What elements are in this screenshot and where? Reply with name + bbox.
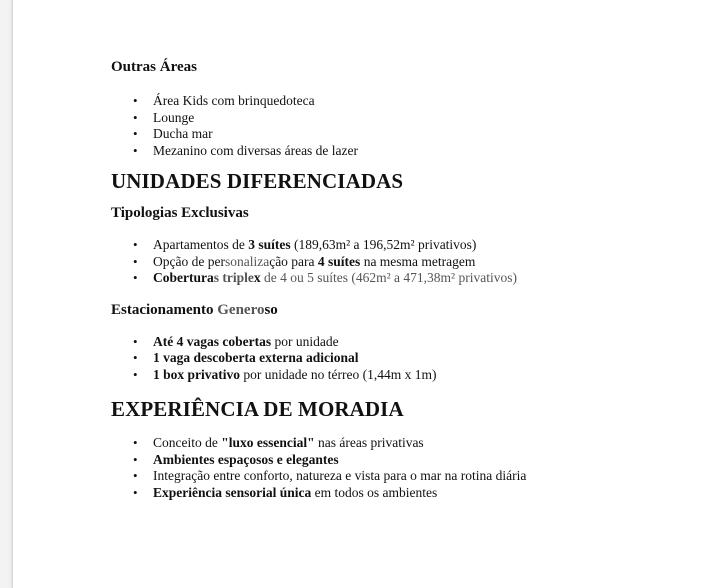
list-estacionamento <box>111 334 691 384</box>
list-item: • Integração entre conforto, natureza e vista para o mar na rotina diária <box>111 468 691 485</box>
heading-unidades: UNIDADES DIFERENCIADAS <box>111 169 404 193</box>
heading-estacionamento: Estacionamento Generoso <box>111 301 278 318</box>
list-item: • 1 box privativo por unidade no térreo (1,44m x 1m) <box>111 367 691 384</box>
list-item: • Opção de personalização para 4 suítes na mesma metragem <box>111 254 691 271</box>
list-item: • Experiência sensorial única em todos os ambientes <box>111 485 691 502</box>
list-item: • Área Kids com brinquedoteca <box>111 93 691 110</box>
list-item: • Mezanino com diversas áreas de lazer <box>111 143 691 160</box>
list-item: • Apartamentos de 3 suítes (189,63m² a 196,52m² privativos) <box>111 237 691 254</box>
list-item: • 1 vaga descoberta externa adicional <box>111 350 691 367</box>
document-content <box>111 58 691 501</box>
list-item: • Ambientes espaçosos e elegantes <box>111 452 691 469</box>
heading-outras-areas: Outras Áreas <box>111 59 197 75</box>
list-item: • Lounge <box>111 110 691 127</box>
list-item: • Ducha mar <box>111 126 691 143</box>
heading-tipologias: Tipologias Exclusivas <box>111 205 249 221</box>
document-page <box>12 0 720 588</box>
list-outras-areas <box>111 93 691 159</box>
heading-experiencia: EXPERIÊNCIA DE MORADIA <box>111 397 404 421</box>
list-tipologias <box>111 237 691 287</box>
list-item: • Coberturas triplex de 4 ou 5 suítes (462m² a 471,38m² privativos) <box>111 270 691 287</box>
list-item: • Conceito de "luxo essencial" nas áreas privativas <box>111 435 691 452</box>
list-item: • Até 4 vagas cobertas por unidade <box>111 334 691 351</box>
list-experiencia <box>111 435 691 501</box>
